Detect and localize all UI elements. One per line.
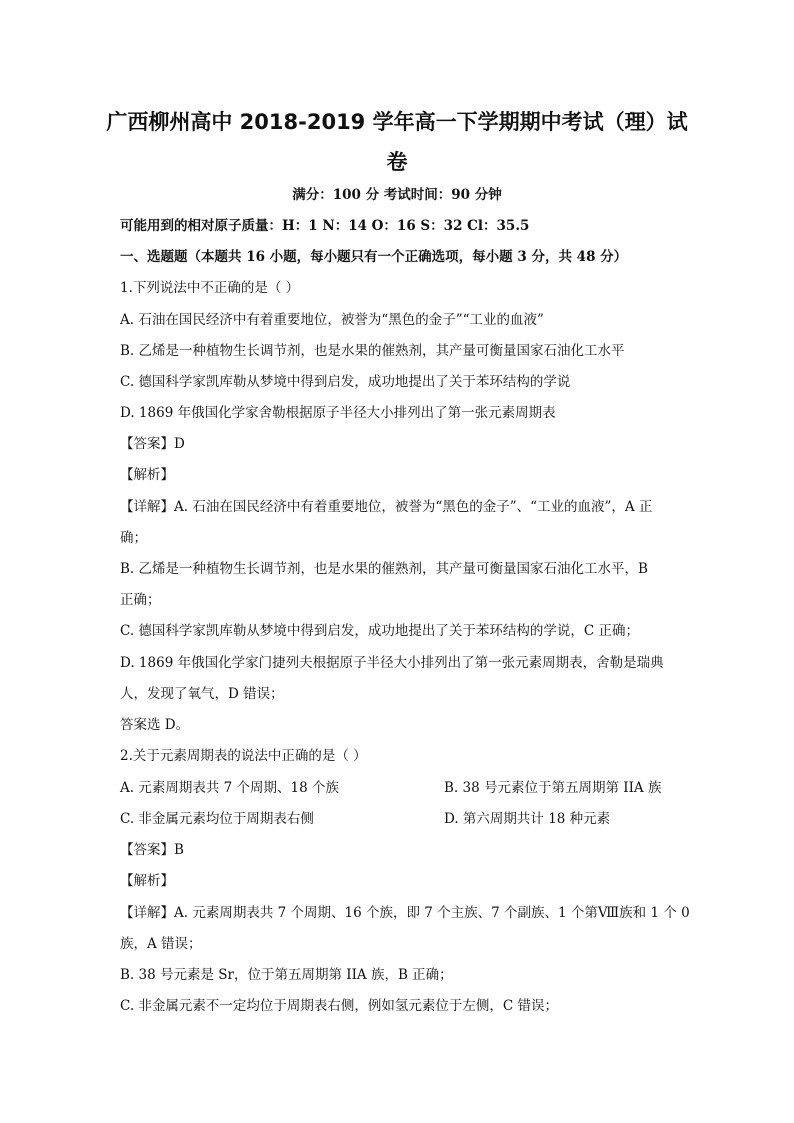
q1-detail-a: 【详解】A. 石油在国民经济中有着重要地位，被誉为“黑色的金子”、“工业的血液”，A 正: [120, 499, 653, 515]
q1-stem: 1.下列说法中不正确的是（ ）: [120, 280, 300, 296]
q2-detail-b: B. 38 号元素是 Sr，位于第五周期第 IIA 族，B 正确；: [120, 967, 453, 983]
q1-option-c: C. 德国科学家凯库勒从梦境中得到启发，成功地提出了关于苯环结构的学说: [120, 374, 571, 390]
q1-conclusion: 答案选 D。: [120, 717, 190, 733]
q1-detail-c: C. 德国科学家凯库勒从梦境中得到启发，成功地提出了关于苯环结构的学说，C 正确；: [120, 623, 640, 639]
q2-analysis-label: 【解析】: [120, 873, 174, 889]
q2-option-c: C. 非金属元素均位于周期表右侧: [120, 811, 314, 827]
q2-option-b: B. 38 号元素位于第五周期第 IIA 族: [444, 780, 662, 796]
q1-detail-a-cont: 确；: [120, 530, 147, 546]
exam-title-line2: 卷: [386, 150, 408, 174]
atomic-masses: 可能用到的相对原子质量：H：1 N：14 O：16 S：32 Cl：35.5: [120, 218, 530, 234]
q2-detail-a-cont: 族，A 错误；: [120, 936, 202, 952]
q2-detail-a: 【详解】A. 元素周期表共 7 个周期、16 个族，即 7 个主族、7 个副族、1 个第Ⅷ族和 1 个 0: [120, 905, 690, 921]
q1-detail-d-cont: 人，发现了氧气，D 错误；: [120, 686, 284, 702]
q1-answer: 【答案】D: [120, 436, 185, 452]
q1-option-d: D. 1869 年俄国化学家舍勒根据原子半径大小排列出了第一张元素周期表: [120, 405, 556, 421]
q2-option-d: D. 第六周期共计 18 种元素: [444, 811, 611, 827]
q1-analysis-label: 【解析】: [120, 467, 174, 483]
section1-heading: 一、选题题（本题共 16 小题，每小题只有一个正确选项，每小题 3 分，共 48 分）: [120, 249, 628, 265]
q2-answer: 【答案】B: [120, 842, 184, 858]
exam-title-line1: 广西柳州高中 2018-2019 学年高一下学期期中考试（理）试: [106, 110, 688, 134]
q1-detail-d: D. 1869 年俄国化学家门捷列夫根据原子半径大小排列出了第一张元素周期表，舍勒是瑞典: [120, 655, 664, 671]
q1-detail-b-cont: 正确；: [120, 592, 161, 608]
q1-option-b: B. 乙烯是一种植物生长调节剂，也是水果的催熟剂，其产量可衡量国家石油化工水平: [120, 343, 625, 359]
q2-option-a: A. 元素周期表共 7 个周期、18 个族: [120, 780, 339, 796]
q1-option-a: A. 石油在国民经济中有着重要地位，被誉为“黑色的金子”“工业的血液”: [120, 312, 544, 328]
q2-stem: 2.关于元素周期表的说法中正确的是（ ）: [120, 748, 367, 764]
exam-subtitle: 满分：100 分 考试时间：90 分钟: [292, 187, 502, 203]
q1-detail-b: B. 乙烯是一种植物生长调节剂，也是水果的催熟剂，其产量可衡量国家石油化工水平，B: [120, 561, 648, 577]
q2-detail-c: C. 非金属元素不一定均位于周期表右侧，例如氢元素位于左侧，C 错误；: [120, 998, 559, 1014]
exam-title: [100, 104, 694, 180]
